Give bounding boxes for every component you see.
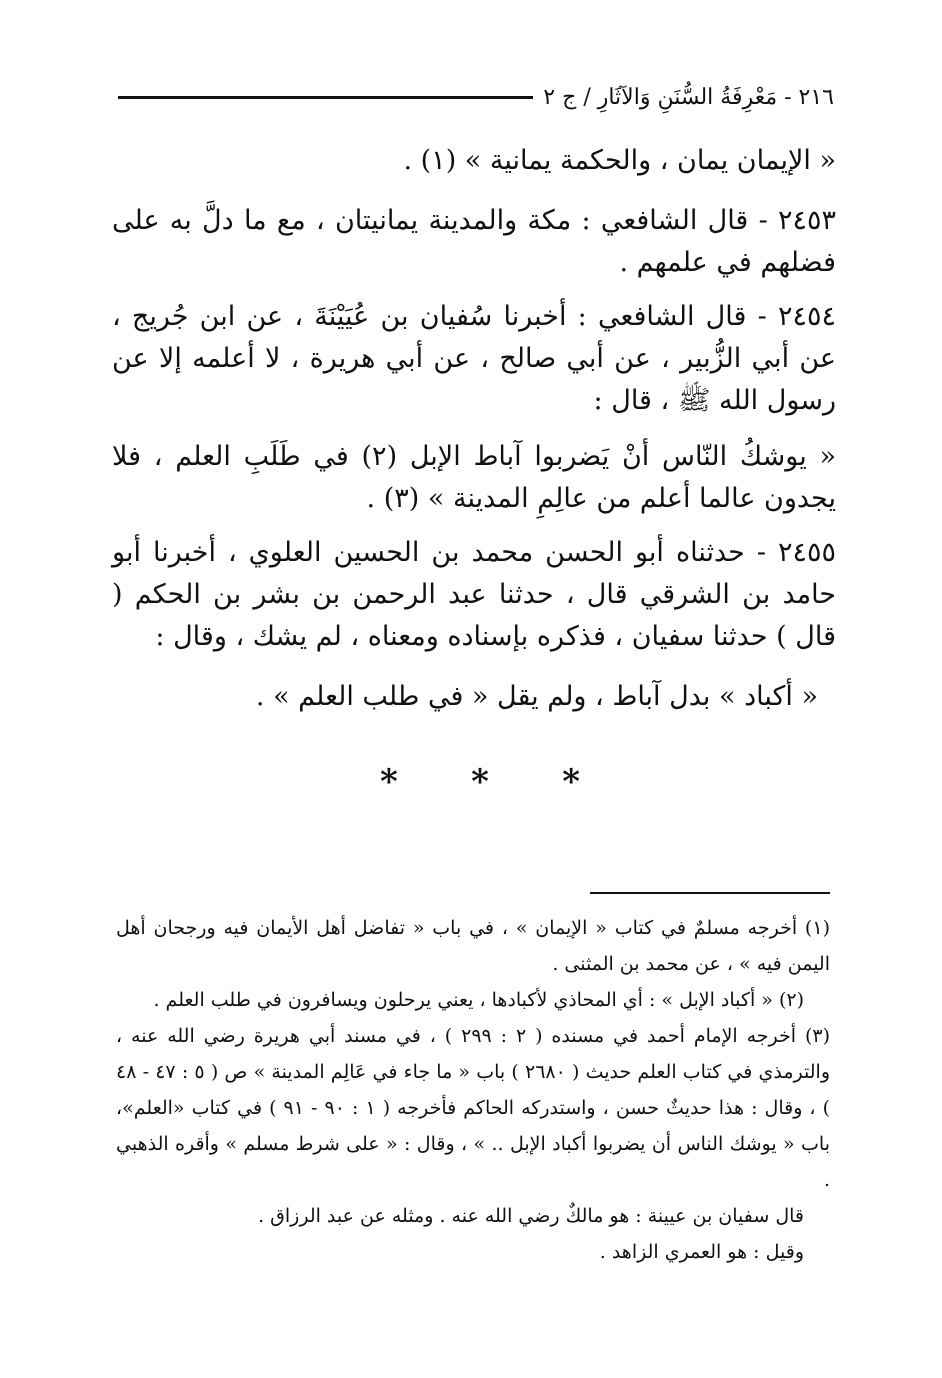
header-rule xyxy=(118,96,533,99)
footnote-rule xyxy=(590,892,830,894)
running-title: ٢١٦ - مَعْرِفَةُ السُّنَنِ وَالآثَارِ / ج ٢ xyxy=(543,84,834,110)
footnote-2: (٢) « أكباد الإبل » : أي المحاذي لأكبادها ، يعني يرحلون ويسافرون في طلب العلم . xyxy=(153,989,804,1011)
hadith-2454-matn xyxy=(112,436,836,520)
hadith-2455-note xyxy=(112,676,836,718)
page-header xyxy=(118,82,834,112)
separator-star: * xyxy=(562,762,580,802)
quote-iman-yaman: « الإيمان يمان ، والحكمة يمانية » (١) . xyxy=(403,145,836,176)
paragraph-2453: ٢٤٥٣ - قال الشافعي : مكة والمدينة يمانيتان ، مع ما دلَّ به على فضلهم في علمهم . xyxy=(112,205,836,278)
section-separator xyxy=(380,762,580,802)
hadith-text-2452-end xyxy=(112,140,836,182)
footnotes xyxy=(116,910,830,1270)
hadith-2455 xyxy=(112,532,836,658)
separator-star: * xyxy=(380,762,398,802)
footnote-3: (٣) أخرجه الإمام أحمد في مسنده ( ٢ : ٢٩٩ ) ، في مسند أبي هريرة رضي الله عنه ، والترمذي في كتاب العلم حديث ( ٢٦٨٠ ) باب « ما جاء في عَالِم المدينة » ص ( ٥ : ٤٧ - ٤٨ ) ، وقال : هذا حديثٌ حسن ، واستدركه الحاكم فأخرجه ( ١ : ٩٠ - ٩١ ) في كتاب «العلم»، باب « يوشك الناس أن يضربوا أكباد الإبل .. » ، وقال : « على شرط مسلم » وأقره الذهبي . xyxy=(116,1025,831,1191)
paragraph-2454: ٢٤٥٤ - قال الشافعي : أخبرنا سُفيان بن عُيَيْنَةَ ، عن ابن جُريج ، عن أبي الزُّبير ، عن أبي صالح ، عن أبي هريرة ، لا أعلمه إلا عن رسول الله ﷺ ، قال : xyxy=(112,301,836,416)
paragraph-2455: ٢٤٥٥ - حدثناه أبو الحسن محمد بن الحسين العلوي ، أخبرنا أبو حامد بن الشرقي قال ، حدثنا عبد الرحمن بن بشر بن الحكم ( قال ) حدثنا سفيان ، فذكره بإسناده ومعناه ، لم يشك ، وقال : xyxy=(112,537,836,652)
separator-star: * xyxy=(471,762,489,802)
hadith-2453 xyxy=(112,200,836,284)
footnote-3-note-a: قال سفيان بن عيينة : هو مالكٌ رضي الله عنه . ومثله عن عبد الرزاق . xyxy=(258,1205,804,1227)
footnote-3-note-b: وقيل : هو العمري الزاهد . xyxy=(599,1241,804,1263)
quote-yushik-an-nas: « يوشكُ النّاس أنْ يَضربوا آباط الإبل (٢) في طَلَبِ العلم ، فلا يجدون عالما أعلم من عالِمِ المدينة » (٣) . xyxy=(112,441,836,514)
quote-akbad: « أكباد » بدل آباط ، ولم يقل « في طلب العلم » . xyxy=(255,681,818,712)
hadith-2454 xyxy=(112,296,836,422)
footnote-1: (١) أخرجه مسلمٌ في كتاب « الإيمان » ، في باب « تفاضل أهل الأيمان فيه ورجحان أهل اليمن فيه » ، عن محمد بن المثنى . xyxy=(116,917,830,975)
